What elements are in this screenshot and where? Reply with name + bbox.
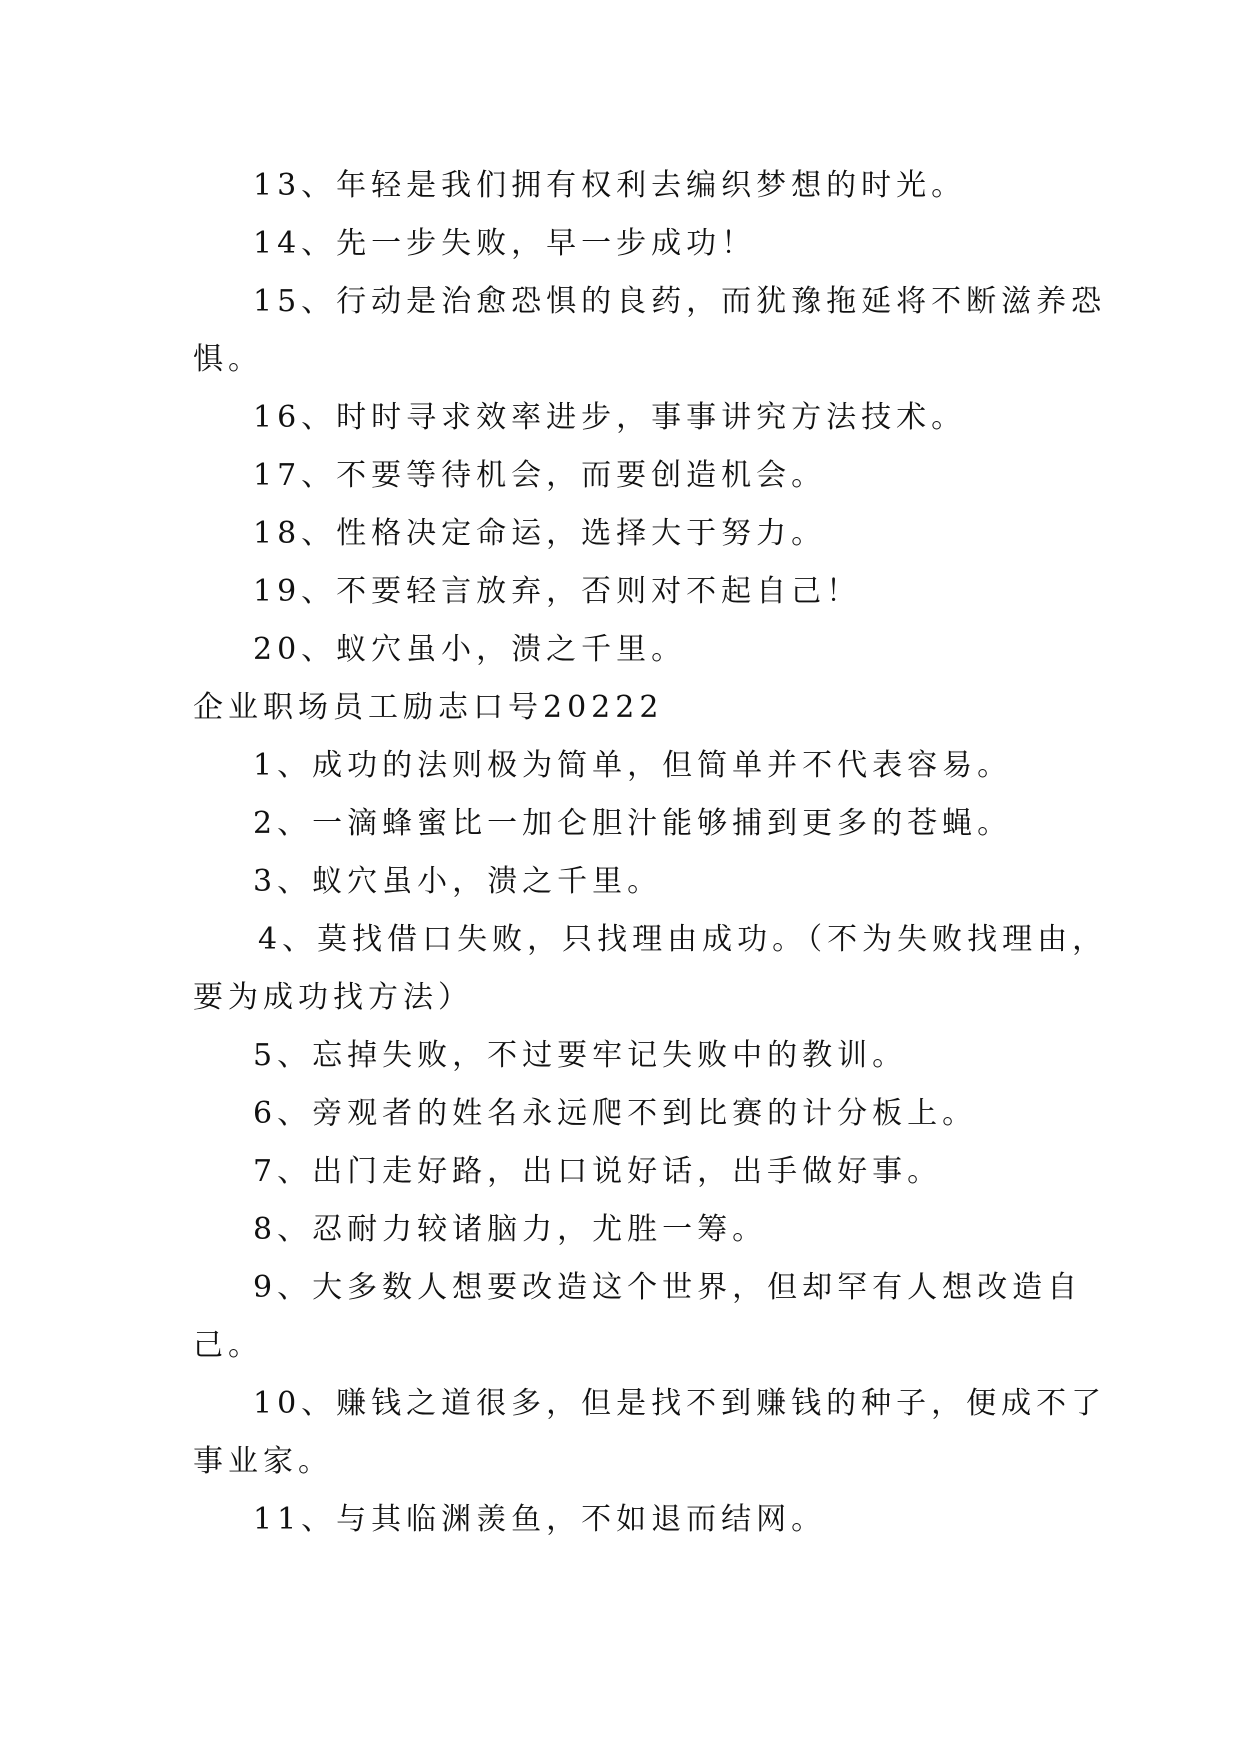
text-line: 事业家。 (193, 1444, 333, 1479)
section-heading: 企业职场员工励志口号20222 (193, 690, 664, 725)
text-line: 20、蚁穴虽小，溃之千里。 (253, 632, 687, 667)
text-line: 18、性格决定命运，选择大于努力。 (253, 516, 827, 551)
text-line: 要为成功找方法） (193, 980, 473, 1015)
text-line: 13、年轻是我们拥有权利去编织梦想的时光。 (253, 168, 967, 203)
text-line: 1、成功的法则极为简单，但简单并不代表容易。 (253, 748, 1013, 783)
text-line: 10、赚钱之道很多，但是找不到赚钱的种子，便成不了 (253, 1386, 1107, 1421)
text-line: 9、大多数人想要改造这个世界，但却罕有人想改造自 (253, 1270, 1083, 1305)
text-line: 16、时时寻求效率进步，事事讲究方法技术。 (253, 400, 967, 435)
text-line: 6、旁观者的姓名永远爬不到比赛的计分板上。 (253, 1096, 978, 1131)
text-line: 2、一滴蜂蜜比一加仑胆汁能够捕到更多的苍蝇。 (253, 806, 1013, 841)
text-line: 8、忍耐力较诸脑力，尤胜一筹。 (253, 1212, 768, 1247)
text-line: 己。 (193, 1328, 263, 1363)
text-line: 11、与其临渊羡鱼，不如退而结网。 (253, 1502, 827, 1537)
text-line: 4、莫找借口失败，只找理由成功。（不为失败找理由， (258, 922, 1108, 957)
text-line: 7、出门走好路，出口说好话，出手做好事。 (253, 1154, 943, 1189)
text-line: 17、不要等待机会，而要创造机会。 (253, 458, 827, 493)
text-line: 14、先一步失败，早一步成功！ (253, 226, 757, 261)
text-line: 19、不要轻言放弃，否则对不起自己！ (253, 574, 862, 609)
text-line: 5、忘掉失败，不过要牢记失败中的教训。 (253, 1038, 908, 1073)
text-line: 3、蚁穴虽小，溃之千里。 (253, 864, 663, 899)
text-line: 惧。 (193, 342, 263, 377)
text-line: 15、行动是治愈恐惧的良药，而犹豫拖延将不断滋养恐 (253, 284, 1107, 319)
